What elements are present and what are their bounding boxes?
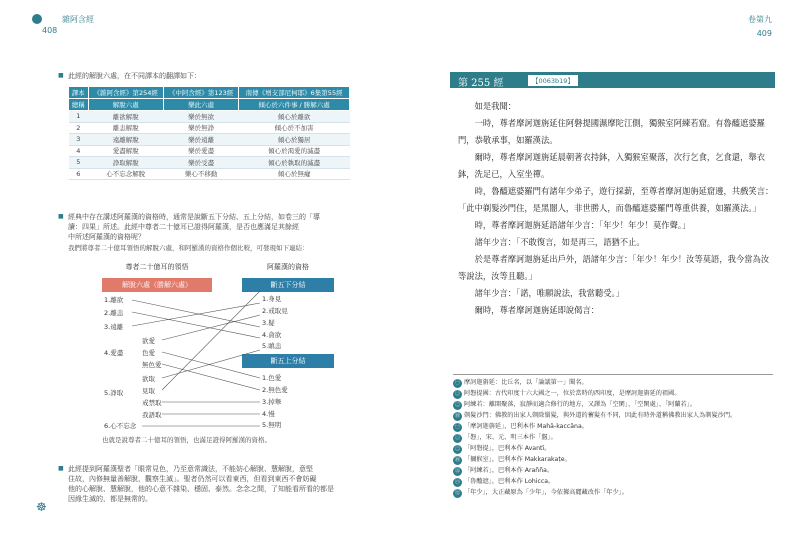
footnote: ㊀ 摩訶迦旃延：比丘名，以「論議第一」聞名。 [454, 379, 588, 386]
chapter-title: 卷第九 [748, 15, 772, 24]
table-header: 譯本 [69, 87, 89, 99]
sutra-paragraph: 爾時，尊者摩訶迦旃延即說偈言： [474, 305, 600, 315]
sutra-heading-bar [450, 72, 775, 88]
footnote: ㊃ 剃髮沙門：佛教的出家人剃除鬚髮，與外道的蓄髮有不同，因此有時外道稱佛教出家人為剃髮沙門。 [454, 412, 737, 419]
conclusion-text: 也就是說尊者二十億耳的領悟，也滿足證得阿羅漢的資格。 [102, 436, 271, 444]
table-subheader: 解脫六處 [88, 99, 163, 111]
sutra-paragraph: 時，魯醯遮婆羅門有諸年少弟子，遊行採薪，至尊者摩訶迦旃延窟邊，共戲笑言：「此中剃髮沙門住，是黑闇人，非世勝人，而魯醯遮婆羅門尊重供養，如羅漢法。」 [458, 186, 774, 213]
right-item: 2.無色愛 [262, 386, 288, 394]
right-item: 2.戒取見 [262, 307, 288, 315]
footnote: ㊃ 「獮猴室」，巴利本作 Makkarakaṭe。 [454, 456, 571, 463]
link-line [162, 315, 260, 340]
footnote: ㊁ 「磐」，宋、元、明三本作「盤」。 [454, 434, 557, 441]
sutra-paragraph: 時，尊者摩訶迦旃延語諸年少言：「年少！年少！莫作聲。」 [474, 220, 691, 230]
diagram-left-header: 尊者二十億耳的領悟 [125, 263, 189, 271]
right-item: 4.貪欲 [262, 331, 282, 339]
right-item: 1.色愛 [262, 374, 282, 382]
diagram-right-box-lower: 斷五下分結 [242, 278, 334, 292]
table-row: 6 心不忘念解脫 樂心不移動 傾心於無癡 [69, 168, 350, 180]
table-row: 1 離欲解脫 樂於無欲 傾心於離欲 [69, 111, 350, 123]
right-header [748, 14, 772, 38]
right-item: 3.掉舉 [262, 398, 282, 406]
right-item: 3.疑 [262, 319, 275, 327]
comparison-intro: 我們將尊者二十億耳領悟的解脫六處，和阿羅漢的資格作個比較，可發現如下連結： [68, 244, 309, 252]
left-item: 6.心不忘念 [104, 422, 137, 430]
comparison-diagram [102, 260, 334, 428]
sub-item: 見取 [142, 387, 155, 395]
right-item: 5.瞋恚 [262, 342, 282, 350]
link-line [162, 291, 260, 390]
sutra-paragraph: 於是尊者摩訶迦旃延出戶外，語諸年少言：「年少！年少！汝等莫語，我今當為汝等說法，汝等且聽。」 [458, 254, 770, 281]
sub-item: 色愛 [142, 349, 155, 357]
table-subheader: 樂此六處 [163, 99, 238, 111]
diagram-lines [102, 260, 334, 428]
left-item: 5.諍取 [104, 389, 124, 397]
sutra-paragraph: 如是我聞： [474, 101, 517, 111]
right-item: 5.無明 [262, 421, 282, 429]
book-logo-icon [32, 14, 42, 24]
link-line [132, 312, 260, 338]
sutra-paragraph: 爾時，尊者摩訶迦旃延晨朝著衣持鉢，入獨猴室聚落，次行乞食，乞食還，舉衣鉢，洗足已，入室坐禪。 [458, 152, 765, 179]
diagram-right-box-upper: 斷五上分結 [242, 354, 334, 368]
footnote: ㊂ 阿練若：離開聚落，寂靜而適合修行的地方，又譯為「空閑」、「空閑處」、「阿蘭若」。 [454, 401, 696, 408]
table-intro: ■ 此經的解脫六處，在不同譯本的翻譯如下： [68, 71, 201, 81]
dharma-wheel-icon: ☸ [36, 500, 47, 514]
book-title: 雜阿含經 [62, 15, 94, 24]
table-row: 4 愛盡解脫 樂於愛盡 傾心於渴愛的滅盡 [69, 145, 350, 157]
footnote: ㊂ 「阿磐提」，巴利本作 Avantī。 [454, 445, 551, 452]
footnotes [453, 374, 773, 498]
left-item: 1.離欲 [104, 296, 124, 304]
sub-item: 欲取 [142, 375, 155, 383]
footnote: ㊅ 「魯醯遮」，巴利本作 Lohicca。 [454, 478, 555, 485]
right-page [400, 0, 800, 548]
sutra-body [458, 98, 776, 319]
sutra-paragraph: 一時，尊者摩訶迦旃延住阿磐提國濕摩陀江側，獨猴室阿練若窟。有魯醯遮婆羅門，恭敬承事，如羅漢法。 [458, 118, 765, 145]
sub-item: 戒禁取 [142, 399, 162, 407]
right-item: 4.慢 [262, 410, 275, 418]
right-item: 1.身見 [262, 295, 282, 303]
table-row: 2 離恚解脫 樂於無諍 傾心於不加害 [69, 122, 350, 134]
sutra-code: 【0063b19】 [528, 75, 578, 86]
sub-item: 欲愛 [142, 337, 155, 345]
link-line [162, 364, 260, 390]
sutra-paragraph: 諸年少言：「諾，唯願說法，我當聽受。」 [474, 288, 624, 298]
footnote: ㊄ 「阿練若」，巴利本作 Araññа。 [454, 467, 554, 474]
sutra-paragraph: 諸年少言：「不敢復言，如是再三，語猶不止。 [474, 237, 645, 247]
sub-item: 我語取 [142, 411, 162, 419]
left-item: 2.離恚 [104, 309, 124, 317]
sub-item: 無色愛 [142, 361, 162, 369]
table-header: 南傳《增支部尼柯耶》6集第55經 [239, 87, 350, 99]
paragraph-arhat: ■ 此經提到阿羅漢聖者「眼常見色，乃至意常識法，不能妨心解脫、慧解脫，意堅 住故，內修無量善解脫，觀察生滅」。聖者仍然可以看東西，但看到東西不會妨礙 他的心解脫、慧解脫，他的心意不雜染、穩固、泰然。念念之間，了知能看所看的都是 因緣生滅的，都是無常的。 [68, 464, 360, 504]
table-header: 《中阿含經》第123經 [163, 87, 238, 99]
right-page-number: 409 [756, 29, 772, 38]
diagram-left-box: 解脫六處（勝解六處） [102, 278, 212, 292]
table-header: 《雜阿含經》第254經 [88, 87, 163, 99]
left-item: 4.愛盡 [104, 349, 124, 357]
table-row: 3 遠離解脫 樂於遠離 傾心於獨居 [69, 134, 350, 146]
table-subheader: 總稱 [69, 99, 89, 111]
translation-table [68, 86, 350, 180]
left-item: 3.遠離 [104, 323, 124, 331]
footnote: ㊁ 阿磐提國：古代印度十六大國之一，位於當時的西印度，是摩訶迦旃延的祖國。 [454, 390, 681, 397]
table-row: 5 諍取解脫 樂於受盡 傾心於執取的滅盡 [69, 157, 350, 169]
table-subheader: 傾心於六件事 / 勝解六處 [239, 99, 350, 111]
paragraph-qualification: ■ 經典中存在講述阿羅漢的資格時，通常是說斷五下分結、五上分結，如卷三的「導 讀：四果」所述。此經中尊者二十億耳已證得阿羅漢，是否也應滿足其餘經 中所述阿羅漢的資格呢？ [68, 212, 358, 242]
link-line [132, 300, 260, 327]
sutra-title: 第 255 經 [458, 78, 504, 89]
footnote: ㊀ 「摩訶迦旃延」，巴利本作 Mahā-kaccāna。 [454, 423, 588, 430]
link-line [132, 303, 260, 326]
diagram-right-header: 阿羅漢的資格 [267, 263, 309, 271]
left-page-number: 408 [42, 26, 58, 35]
footnote: ㊆ 「年少」，大正藏原為「少年」，今依據高麗藏改作「年少」。 [454, 489, 628, 496]
